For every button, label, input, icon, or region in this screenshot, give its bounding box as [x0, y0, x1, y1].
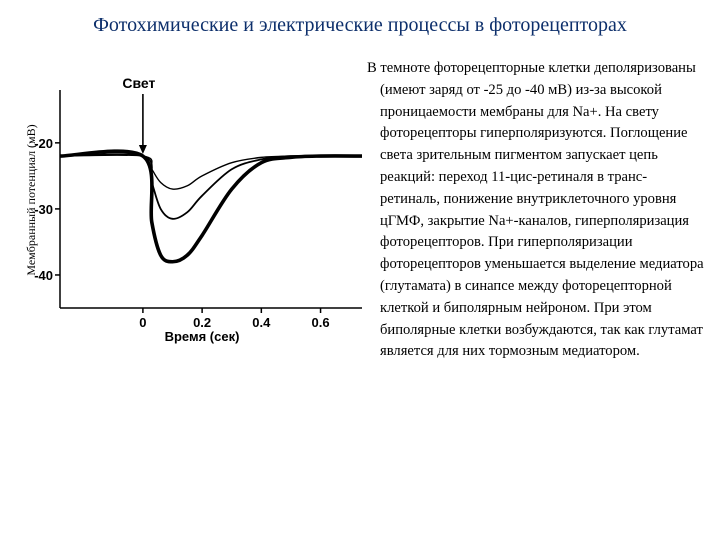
response-curve-3	[60, 151, 362, 262]
x-tick-label: 0.4	[252, 315, 271, 330]
chart-axes	[60, 90, 362, 308]
description-text: В темноте фоторецепторные клетки деполяризованы (имеют заряд от -25 до -40 мВ) из-за высокой проницаемости мембраны для Na+. На свету фоторецепторы гиперполяризуются. Поглощение света зрительным пигментом запускает цепь реакций: переход 11-цис-ретиналя в транс-ретиналь, понижение внутриклеточного уровня цГМФ, закрытие Na+-каналов, гиперполяризация фоторецепторов. При гиперполяризации фоторецепторов уменьшается выделение медиатора (глутамата) в синапсе между фоторецепторной клеткой и биполярным нейроном. При этом биполярные клетки возбуждаются, так как глутамат является для них тормозным медиатором.	[367, 60, 704, 360]
chart-svg	[20, 70, 370, 360]
chart-series	[60, 151, 362, 262]
y-tick-label: -30	[34, 201, 53, 217]
x-tick-label: 0.2	[193, 315, 212, 330]
y-tick-label: -40	[34, 267, 53, 283]
chart-ticks	[34, 136, 329, 330]
slide-title: Фотохимические и электрические процессы в фоторецепторах	[93, 14, 627, 36]
light-label: Свет	[122, 75, 156, 91]
x-tick-label: 0	[139, 315, 147, 330]
x-tick-label: 0.6	[311, 315, 330, 330]
response-curve-2	[60, 154, 362, 219]
stimulus-marker	[122, 75, 155, 154]
y-tick-label: -20	[34, 135, 53, 151]
y-axis-label: Мембранный потенциал (мВ)	[24, 124, 38, 276]
response-curve-1	[60, 155, 362, 189]
x-axis-label: Время (сек)	[164, 329, 240, 344]
photoreceptor-potential-chart	[20, 70, 370, 360]
